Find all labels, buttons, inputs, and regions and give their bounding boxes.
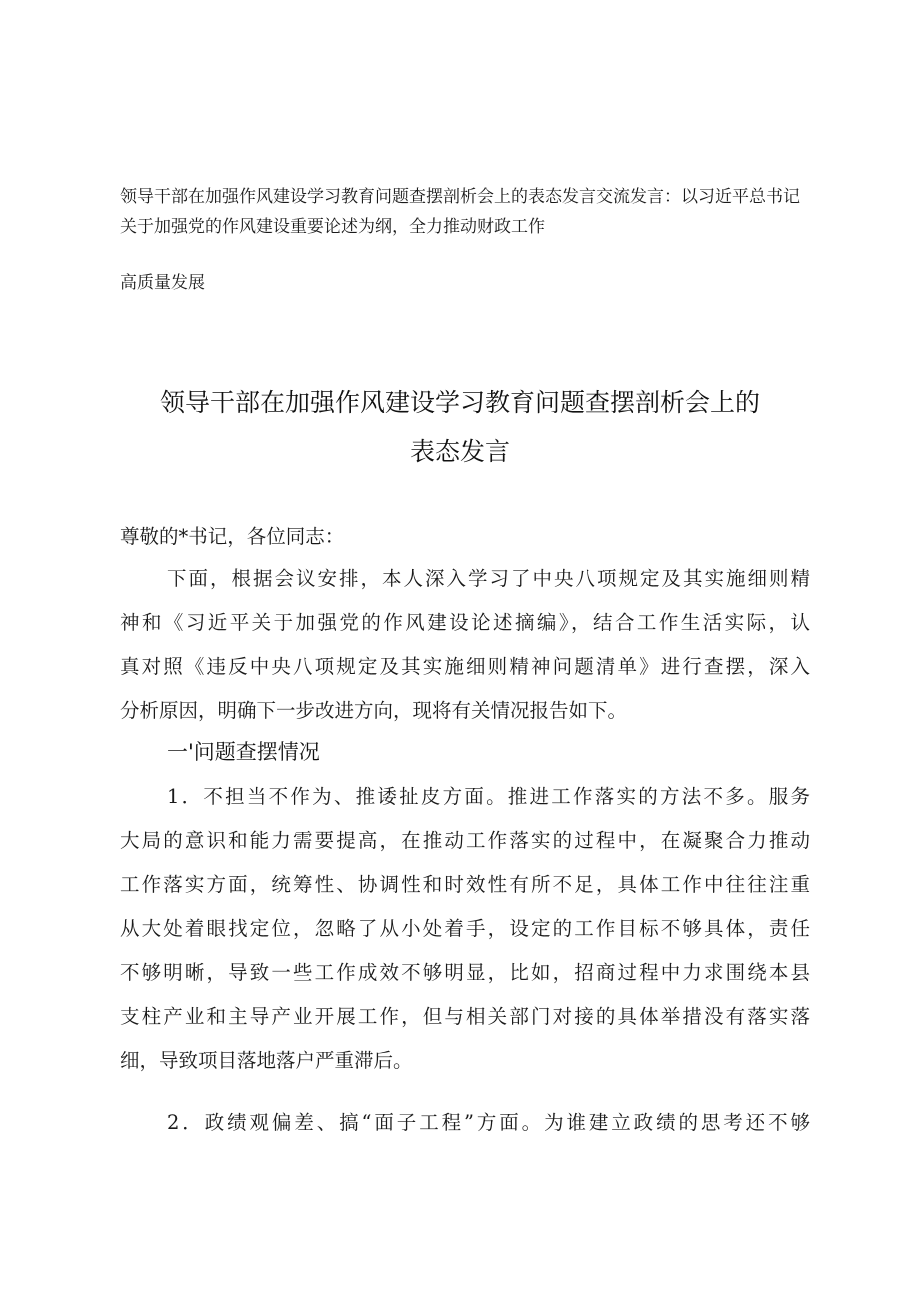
document-title-line-1: 领导干部在加强作风建设学习教育问题查摆剖析会上的 [159,388,760,417]
item1-line: 从大处着眼找定位，忽略了从小处着手，设定的工作目标不够具体，责任 [120,917,810,940]
item1-line: 工作落实方面，统筹性、协调性和时效性有所不足，具体工作中往往注重 [120,873,810,896]
section-heading: 一'问题查摆情况 [167,740,320,764]
item2-line: 2．政绩观偏差、搞“面子工程”方面。为谁建立政绩的思考还不够 [167,1111,810,1134]
item1-line: 细，导致项目落地落户严重滞后。 [120,1049,413,1072]
item1-line: 大局的意识和能力需要提高，在推动工作落实的过程中，在凝聚合力推动 [120,829,810,852]
item1-line: 支柱产业和主导产业开展工作，但与相关部门对接的具体举措没有落实落 [120,1005,810,1028]
header-line-2: 关于加强党的作风建设重要论述为纲，全力推动财政工作 [120,217,545,237]
intro-line: 真对照《违反中央八项规定及其实施细则精神问题清单》进行查摆，深入 [120,655,810,678]
intro-line: 下面，根据会议安排，本人深入学习了中央八项规定及其实施细则精 [167,567,810,590]
header-line-3: 高质量发展 [120,273,205,293]
item1-line: 1．不担当不作为、推诿扯皮方面。推进工作落实的方法不多。服务 [167,785,810,808]
salutation: 尊敬的*书记，各位同志： [120,525,345,548]
intro-line: 神和《习近平关于加强党的作风建设论述摘编》，结合工作生活实际，认 [120,611,810,634]
item1-line: 不够明晰，导致一些工作成效不够明显，比如，招商过程中力求围绕本县 [120,961,810,984]
document-title-line-2: 表态发言 [409,437,510,466]
intro-line: 分析原因，明确下一步改进方向，现将有关情况报告如下。 [120,699,628,722]
header-line-1: 领导干部在加强作风建设学习教育问题查摆剖析会上的表态发言交流发言：以习近平总书记 [120,187,800,207]
